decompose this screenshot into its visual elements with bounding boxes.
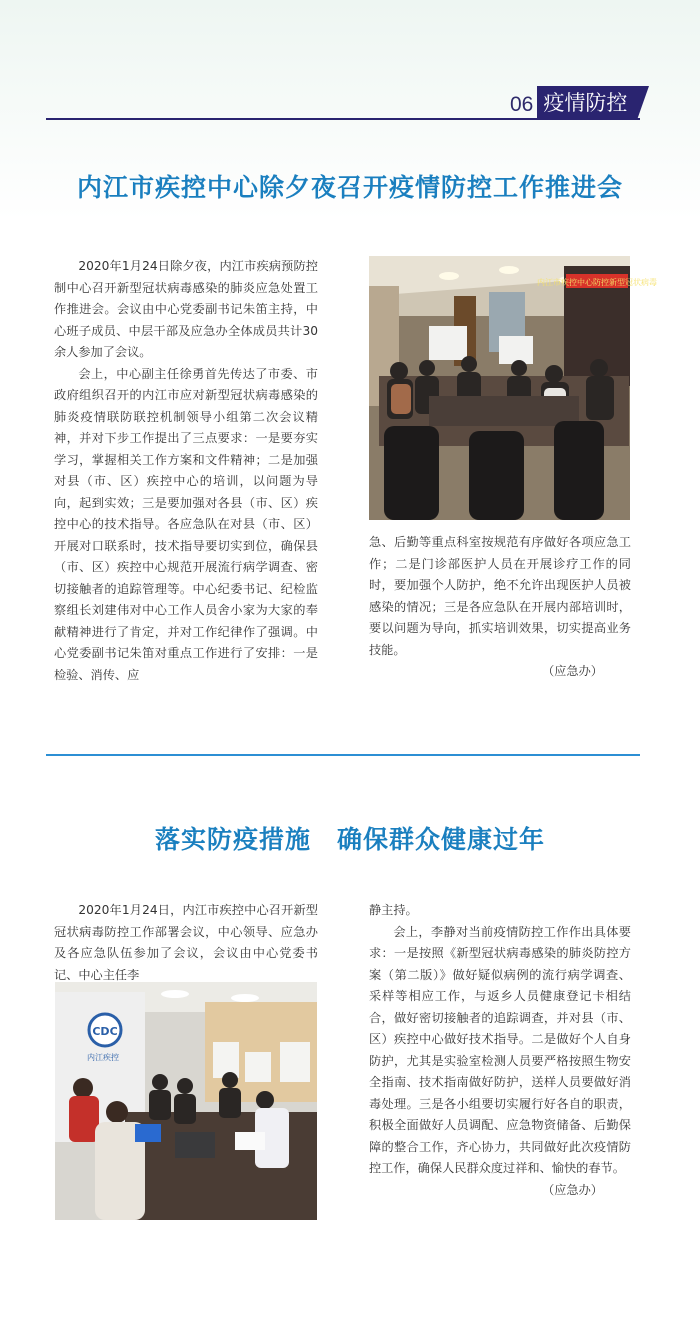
article1-paragraph-1: 2020年1月24日除夕夜，内江市疾病预防控制中心召开新型冠状病毒感染的肺炎应急处置工作推进会。会议由中心党委副书记朱笛主持，中心班子成员、中层干部及应急办全体成员共计30余人参加了会议。: [54, 259, 318, 359]
article2-paragraph-3: 会上，李静对当前疫情防控工作作出具体要求：一是按照《新型冠状病毒感染的肺炎防控方案（第二版）》做好疑似病例的流行病学调查、采样等相应工作，与返乡人员健康登记卡相结合，做好密切接触者的追踪调查，并对县（市、区）疾控中心做好技术指导。二是做好个人自身防护，尤其是实验室检测人员要严格按照生物安全指南、技术指南做好防护，送样人员要做好消毒处理。三是各小组要切实履行好各自的职责，积极全面做好人员调配、应急物资储备、后勤保障的整合工作，齐心协力，共同做好此次疫情防控工作，确保人民群众度过祥和、愉快的春节。: [369, 924, 631, 1175]
section-label: 疫情防控: [537, 86, 637, 120]
article2-paragraph-2: 静主持。: [369, 903, 418, 917]
article2-left-column: [54, 900, 318, 986]
article2-title: 落实防疫措施 确保群众健康过年: [154, 825, 545, 854]
article2-right-column: [369, 900, 631, 1201]
article1-right-column: [369, 532, 631, 683]
article1-paragraph-3: 急、后勤等重点科室按规范有序做好各项应急工作；二是门诊部医护人员在开展诊疗工作的同时，要加强个人防护，绝不允许出现医护人员被感染的情况；三是各应急队在开展内部培训时，要以问题为导向，抓实培训效果，切实提高业务技能。: [369, 535, 631, 657]
page-number: 06: [510, 93, 534, 116]
article2-signature: （应急办）: [542, 1182, 603, 1197]
section-divider: [46, 754, 640, 756]
article1-title: 内江市疾控中心除夕夜召开疫情防控工作推进会: [76, 173, 623, 202]
article1-left-column: [54, 256, 318, 686]
article2-paragraph-1: 2020年1月24日，内江市疾控中心召开新型冠状病毒防控工作部署会议，中心领导、应急办及各应急队伍参加了会议，会议由中心党委书记、中心主任李: [54, 903, 318, 982]
svg-text:CDC: CDC: [92, 1025, 118, 1038]
section-header: [510, 86, 637, 120]
article1-signature: （应急办）: [542, 664, 603, 678]
top-divider: [46, 118, 640, 120]
meeting-photo-2: [55, 982, 317, 1220]
article1-paragraph-2: 会上，中心副主任徐勇首先传达了市委、市政府组织召开的内江市应对新型冠状病毒感染的肺炎疫情联防联控机制领导小组第二次会议精神，并对下步工作提出了三点要求：一是要夯实学习，掌握相关工作方案和文件精神；二是加强对县（市、区）疾控中心的培训，以问题为导向，起到实效；三是要加强对各县（市、区）疾控中心的技术指导。各应急队在对县（市、区）开展对口联系时，技术指导要切实到位，确保县（市、区）疾控中心规范开展流行病学调查、密切接触者的追踪管理等。中心纪委书记、纪检监察组长刘建伟对中心工作人员舍小家为大家的奉献精神进行了肯定，并对工作纪律作了强调。中心党委副书记朱笛对重点工作进行了安排：一是检验、消传、应: [54, 366, 318, 682]
photo-logo-text: 内江疾控: [87, 1053, 119, 1062]
photo-banner-text: 内江市疾控中心防控新型冠状病毒: [537, 278, 657, 287]
meeting-photo-1: [369, 256, 657, 520]
